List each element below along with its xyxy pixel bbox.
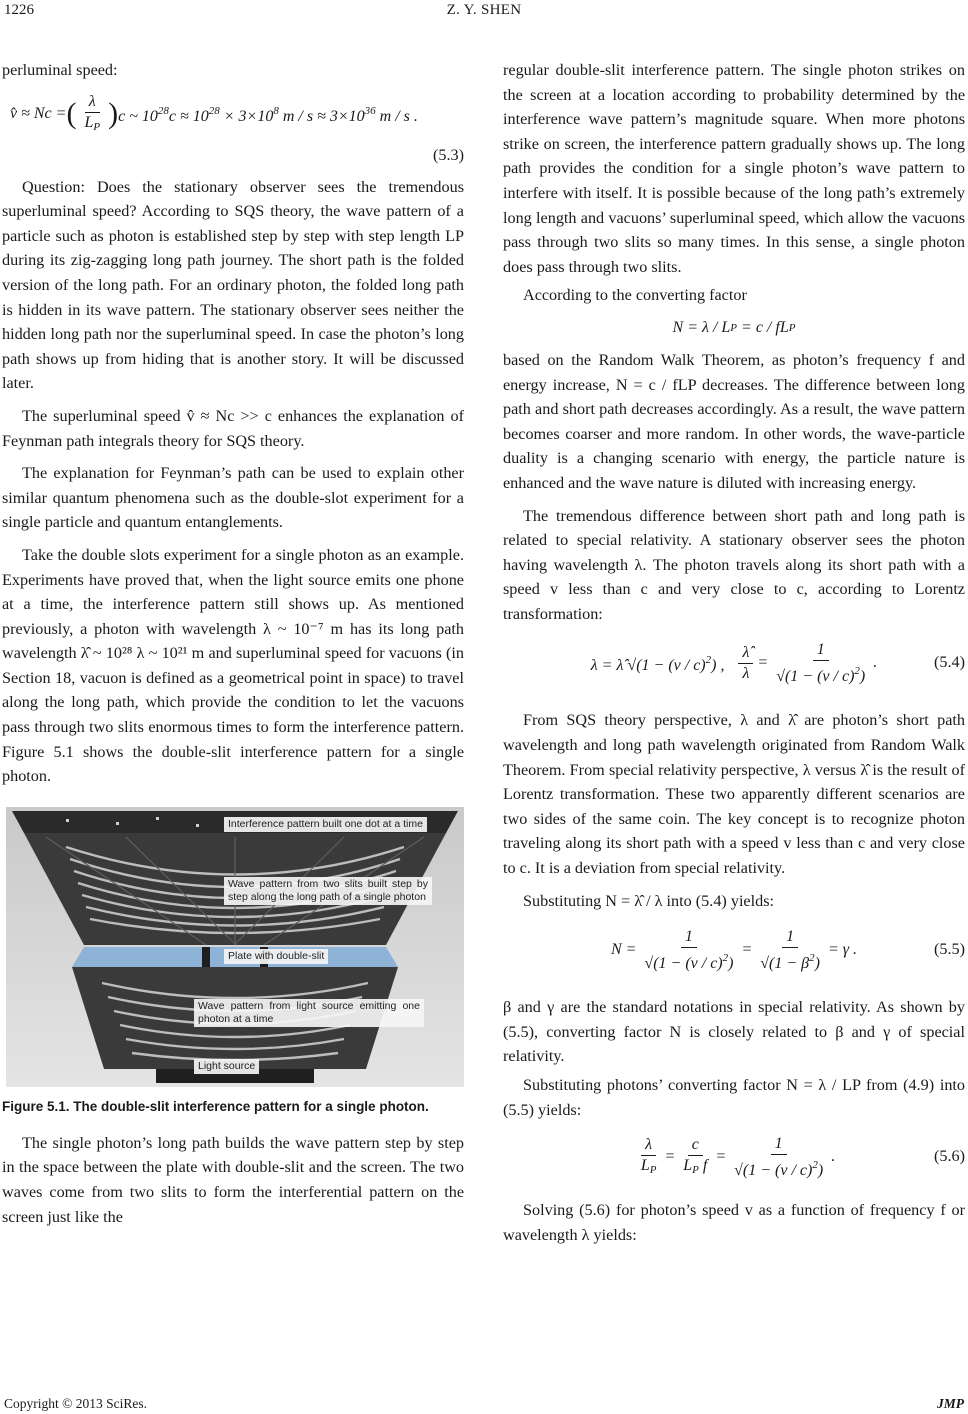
page-number: 1226 [4, 2, 34, 18]
paragraph: β and γ are the standard notations in special relativity. As shown by (5.5), converting factor N is closely related to β and γ of special relativity. [503, 998, 965, 1066]
paragraph: According to the converting factor [523, 286, 747, 305]
paragraph: regular double-slit interference pattern. The single photon strikes on the screen at a location according to probability determined by the interference wave pattern’s magnitude square. When more photons strike on screen, the interference pattern gradually shows up. The long path provides the condition for a single photon’s wave pattern to interfere with itself. It is possible because of the long path’s extremely long length and vacuons’ superluminal speed, which allow the vacuons pass through two slits so many times. In this sense, a single photon does pass through two slits. [503, 61, 965, 276]
equation-5-5: N = $\frac{1}{√(1 - (v / c)^2)}$ = $\frac{1}{√(1 - \beta^2)}$ = γ . (5.5) [610, 927, 965, 972]
figure-label: Interference pattern built one dot at a time [224, 817, 427, 832]
paragraph: Question: Does the stationary observer sees the tremendous superluminal speed? According to SQS theory, the wave pattern of a particle such as photon is established step by step with step length LP during its zig-zagging long path journey. The short path is the folded version of the long path. For an ordinary photon, the folded long path is hidden in its wave pattern. The stationary observer sees neither the hidden long path nor the superluminal speed. In case the photon’s long path shows up from hiding that is another story. It will be discussed later. [2, 177, 464, 393]
figure-caption: Figure 5.1. The double-slit interference pattern for a single photon. [2, 1098, 429, 1114]
equation-number: (5.4) [933, 653, 965, 672]
paragraph: The tremendous difference between short path and long path is related to special relativity. A stationary observer sees the photon having wavelength λ. The photon travels along its short path with a speed v less than c and very close to c, according to Lorentz transformation: [503, 506, 965, 623]
equation-number: (5.3) [432, 145, 464, 164]
paragraph: Substituting photons’ converting factor N = λ / LP from (4.9) into (5.5) yields: [503, 1076, 965, 1119]
paragraph: The single photon’s long path builds the wave pattern step by step in the space between the plate with double-slit and the screen. The two waves come from two slits to form the interferential pattern on the screen just like the [2, 1133, 464, 1226]
paragraph: Substituting N = λ̂ / λ into (5.4) yields: [523, 891, 775, 910]
left-column [2, 58, 464, 1229]
equation-number: (5.5) [933, 940, 965, 959]
paragraph: based on the Random Walk Theorem, as photon’s frequency f and energy increase, N = c / fLP decreases. The difference between long path and short path decreases accordingly. As a result, the wave pattern becomes coarser and more random. In other words, the wave-particle duality is a changing scenario with energy, the particle nature is enhanced and the wave nature is diluted with increasing energy. [503, 350, 965, 492]
paragraph: The superluminal speed v̂ ≈ Nc >> c enhances the explanation of Feynman path integrals theory for SQS theory. [2, 406, 464, 450]
copyright: Copyright © 2013 SciRes. [4, 1396, 148, 1411]
figure-label: Wave pattern from two slits built step by step along the long path of a single photon [224, 877, 432, 905]
equation-number: (5.6) [933, 1147, 965, 1166]
equation-5-6: $\frac{\lambda}{L_P}$ = $\frac{c}{L_P f}$ = $\frac{1}{√(1 - (v / c)^2)}$ . (5.6) [640, 1134, 965, 1179]
paragraph: Take the double slots experiment for a single photon as an example. Experiments have proved that, when the light source emits one phone at a time, the interference pattern still shows up. As mentioned previously, a photon with wavelength λ ~ 10⁻⁷ m has its long path wavelength λ̂ ~ 10²⁸ λ ~ 10²¹ m and superluminal speed for vacuons (in Section 18, vacuon is defined as a geometrical point in space) to travel along the long path, which provide the condition to let the vacuons pass through two slits enormous times to form the interference pattern. Figure 5.1 shows the double-slit interference pattern for a single photon. [2, 545, 464, 786]
paragraph: The explanation for Feynman’s path can be used to explain other similar quantum phenomena such as the double-slot experiment for a single particle and quantum entanglements. [2, 464, 464, 532]
figure-label: Wave pattern from light source emitting one photon at a time [194, 999, 424, 1027]
right-column [503, 58, 965, 1247]
paragraph: From SQS theory perspective, λ and λ̂ are photon’s short path wavelength and long path wavelength originated from Random Walk Theorem. From special relativity perspective, λ versus λ̂ is the result of Lorentz transformation. These two apparently different scenarios are two sides of the same coin. The key concept is to recognize photon traveling along its short path with a speed v less than c and very close to c. It is a deviation from special relativity. [503, 711, 965, 878]
equation-converting-factor: N = λ / L P = c / fL P [672, 318, 796, 336]
equation-5-4: λ = λ̂ √(1 − (v / c)$^2$) , $\frac{\lambdâ}{\lambda}$ = $\frac{1}{√(1 - (v / c)^2)}$ . (5.4) [590, 640, 965, 685]
figure-label: Plate with double-slit [224, 949, 328, 964]
page-header [0, 0, 968, 30]
equation-5-3: v̂ ≈ Nc = ( $\frac{\lambda}{L_P}$ ) c ~ $10^{28}c \approx 10^{28} \times 3\times 10^8$ $m / s \approx 3\times 10^{36}$ m / s . (5.3) [2, 83, 464, 167]
interference-illustration [6, 807, 464, 1087]
paragraph: perluminal speed: [2, 61, 118, 79]
journal-name: JMP [937, 1396, 964, 1411]
paragraph: Solving (5.6) for photon’s speed v as a function of frequency f or wavelength λ yields: [503, 1201, 965, 1244]
figure-label: Light source [194, 1059, 259, 1074]
double-slit-figure [6, 807, 464, 1087]
running-author: Z. Y. SHEN [446, 2, 522, 18]
